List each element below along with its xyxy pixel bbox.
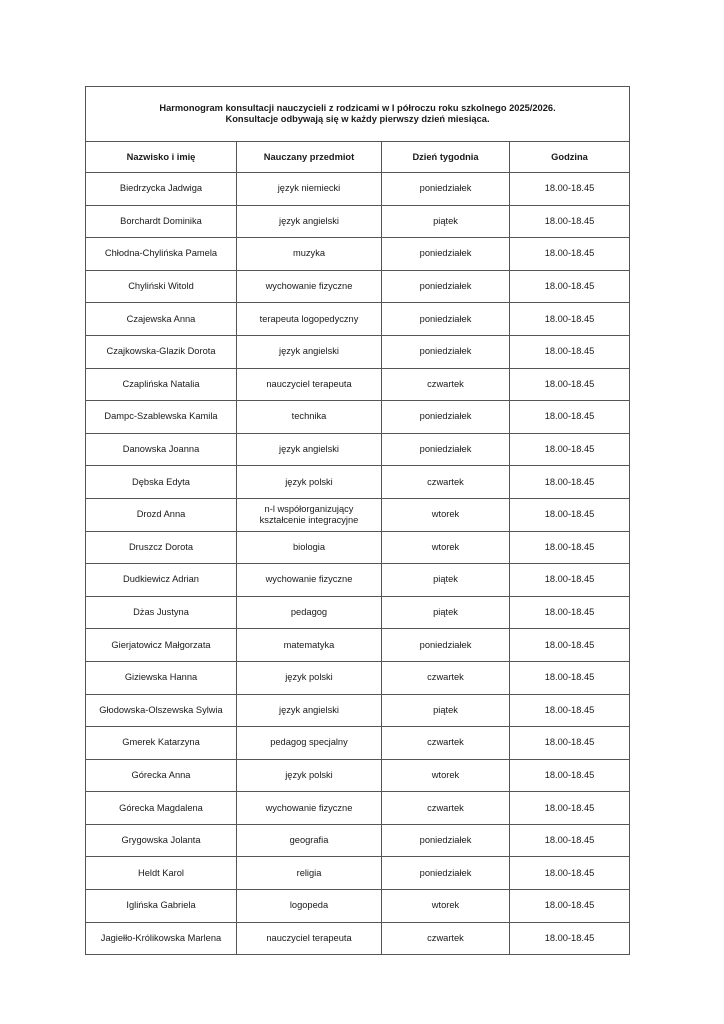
cell-teacher-name: Borchardt Dominika: [86, 205, 237, 238]
table-row: [86, 173, 630, 206]
cell-teacher-name: Głodowska-Olszewska Sylwia: [86, 694, 237, 727]
table-row: [86, 661, 630, 694]
cell-weekday: wtorek: [382, 890, 510, 923]
subject-line: język angielski: [279, 704, 339, 715]
cell-subject: [237, 759, 382, 792]
cell-time: 18.00-18.45: [510, 694, 630, 727]
cell-weekday: wtorek: [382, 759, 510, 792]
subject-line: język polski: [285, 672, 333, 683]
cell-weekday: poniedziałek: [382, 173, 510, 206]
cell-time: 18.00-18.45: [510, 629, 630, 662]
cell-time: 18.00-18.45: [510, 238, 630, 271]
cell-teacher-name: Dudkiewicz Adrian: [86, 564, 237, 597]
subject-line: język niemiecki: [277, 183, 341, 194]
cell-subject: [237, 531, 382, 564]
column-header-day: Dzień tygodnia: [382, 142, 510, 173]
cell-time: 18.00-18.45: [510, 498, 630, 531]
cell-time: 18.00-18.45: [510, 759, 630, 792]
cell-time: 18.00-18.45: [510, 857, 630, 890]
subject-line: logopeda: [289, 900, 329, 911]
cell-weekday: piątek: [382, 694, 510, 727]
cell-time: 18.00-18.45: [510, 661, 630, 694]
subject-line: język angielski: [279, 346, 339, 357]
cell-teacher-name: Grygowska Jolanta: [86, 824, 237, 857]
subject-line: technika: [291, 411, 327, 422]
cell-teacher-name: Iglińska Gabriela: [86, 890, 237, 923]
cell-weekday: wtorek: [382, 531, 510, 564]
subject-line: język angielski: [279, 444, 339, 455]
cell-time: 18.00-18.45: [510, 368, 630, 401]
table-row: [86, 433, 630, 466]
subject-line: matematyka: [283, 639, 335, 650]
cell-teacher-name: Dębska Edyta: [86, 466, 237, 499]
column-header-subject: Nauczany przedmiot: [237, 142, 382, 173]
subject-line: wychowanie fizyczne: [265, 281, 353, 292]
cell-weekday: czwartek: [382, 466, 510, 499]
cell-subject: [237, 173, 382, 206]
cell-weekday: piątek: [382, 564, 510, 597]
cell-time: 18.00-18.45: [510, 433, 630, 466]
subject-line: kształcenie integracyjne: [259, 514, 359, 525]
subject-line: religia: [296, 867, 322, 878]
cell-subject: [237, 857, 382, 890]
cell-weekday: poniedziałek: [382, 857, 510, 890]
cell-subject: [237, 205, 382, 238]
cell-subject: [237, 824, 382, 857]
subject-line: nauczyciel terapeuta: [266, 378, 352, 389]
cell-weekday: czwartek: [382, 922, 510, 955]
table-row: [86, 466, 630, 499]
table-body: [86, 173, 630, 955]
table-row: [86, 890, 630, 923]
table-row: [86, 857, 630, 890]
cell-weekday: poniedziałek: [382, 238, 510, 271]
table-row: [86, 335, 630, 368]
cell-teacher-name: Druszcz Dorota: [86, 531, 237, 564]
cell-time: 18.00-18.45: [510, 564, 630, 597]
cell-teacher-name: Gierjatowicz Małgorzata: [86, 629, 237, 662]
cell-weekday: piątek: [382, 596, 510, 629]
cell-weekday: czwartek: [382, 661, 510, 694]
subject-line: muzyka: [292, 248, 326, 259]
cell-teacher-name: Dżas Justyna: [86, 596, 237, 629]
cell-teacher-name: Czaplińska Natalia: [86, 368, 237, 401]
subject-line: język polski: [285, 476, 333, 487]
subject-line: język polski: [285, 769, 333, 780]
cell-teacher-name: Górecka Anna: [86, 759, 237, 792]
table-row: [86, 205, 630, 238]
cell-subject: [237, 661, 382, 694]
cell-subject: [237, 335, 382, 368]
document-title: [86, 87, 630, 142]
cell-teacher-name: Czajkowska-Glazik Dorota: [86, 335, 237, 368]
cell-weekday: czwartek: [382, 727, 510, 760]
cell-teacher-name: Danowska Joanna: [86, 433, 237, 466]
cell-weekday: poniedziałek: [382, 433, 510, 466]
cell-teacher-name: Chyliński Witold: [86, 270, 237, 303]
cell-time: 18.00-18.45: [510, 303, 630, 336]
table-row: [86, 792, 630, 825]
cell-teacher-name: Biedrzycka Jadwiga: [86, 173, 237, 206]
cell-teacher-name: Górecka Magdalena: [86, 792, 237, 825]
subject-line: pedagog specjalny: [270, 737, 348, 748]
subject-line: wychowanie fizyczne: [265, 574, 353, 585]
table-row: [86, 629, 630, 662]
table-row: [86, 270, 630, 303]
table-row: [86, 531, 630, 564]
cell-time: 18.00-18.45: [510, 335, 630, 368]
cell-weekday: poniedziałek: [382, 303, 510, 336]
cell-weekday: poniedziałek: [382, 629, 510, 662]
cell-teacher-name: Jagiełło-Królikowska Marlena: [86, 922, 237, 955]
cell-time: 18.00-18.45: [510, 922, 630, 955]
cell-teacher-name: Giziewska Hanna: [86, 661, 237, 694]
cell-weekday: czwartek: [382, 792, 510, 825]
subject-line: nauczyciel terapeuta: [266, 932, 352, 943]
cell-time: 18.00-18.45: [510, 890, 630, 923]
cell-weekday: poniedziałek: [382, 335, 510, 368]
table-row: [86, 727, 630, 760]
subject-line: biologia: [292, 541, 326, 552]
cell-time: 18.00-18.45: [510, 596, 630, 629]
cell-weekday: czwartek: [382, 368, 510, 401]
cell-weekday: poniedziałek: [382, 824, 510, 857]
cell-time: 18.00-18.45: [510, 205, 630, 238]
cell-subject: [237, 792, 382, 825]
cell-time: 18.00-18.45: [510, 401, 630, 434]
cell-subject: [237, 368, 382, 401]
document-page: [85, 86, 629, 955]
subject-line: n-l współorganizujący: [264, 503, 354, 514]
subject-line: pedagog: [290, 607, 328, 618]
cell-subject: [237, 498, 382, 531]
table-row: [86, 401, 630, 434]
cell-time: 18.00-18.45: [510, 531, 630, 564]
cell-teacher-name: Chłodna-Chylińska Pamela: [86, 238, 237, 271]
cell-subject: [237, 890, 382, 923]
table-row: [86, 596, 630, 629]
cell-time: 18.00-18.45: [510, 792, 630, 825]
cell-subject: [237, 466, 382, 499]
column-header-name: Nazwisko i imię: [86, 142, 237, 173]
cell-teacher-name: Heldt Karol: [86, 857, 237, 890]
column-header-row: [86, 142, 630, 173]
consultation-schedule-table: [85, 86, 630, 955]
cell-time: 18.00-18.45: [510, 824, 630, 857]
cell-weekday: poniedziałek: [382, 270, 510, 303]
cell-time: 18.00-18.45: [510, 727, 630, 760]
title-line-1: Harmonogram konsultacji nauczycieli z rodzicami w I półroczu roku szkolnego 2025/2026.: [159, 103, 556, 113]
subject-line: wychowanie fizyczne: [265, 802, 353, 813]
table-row: [86, 759, 630, 792]
title-row: [86, 87, 630, 142]
table-row: [86, 922, 630, 955]
cell-weekday: piątek: [382, 205, 510, 238]
cell-subject: [237, 727, 382, 760]
cell-teacher-name: Dampc-Szablewska Kamila: [86, 401, 237, 434]
cell-time: 18.00-18.45: [510, 270, 630, 303]
subject-line: geografia: [289, 835, 329, 846]
cell-time: 18.00-18.45: [510, 173, 630, 206]
cell-subject: [237, 694, 382, 727]
cell-weekday: wtorek: [382, 498, 510, 531]
table-row: [86, 238, 630, 271]
cell-subject: [237, 629, 382, 662]
cell-teacher-name: Gmerek Katarzyna: [86, 727, 237, 760]
subject-line: język angielski: [279, 215, 339, 226]
subject-line: terapeuta logopedyczny: [259, 313, 359, 324]
cell-subject: [237, 238, 382, 271]
cell-subject: [237, 596, 382, 629]
cell-subject: [237, 564, 382, 597]
cell-subject: [237, 922, 382, 955]
table-row: [86, 694, 630, 727]
table-row: [86, 498, 630, 531]
table-row: [86, 564, 630, 597]
cell-subject: [237, 433, 382, 466]
cell-weekday: poniedziałek: [382, 401, 510, 434]
column-header-time: Godzina: [510, 142, 630, 173]
table-row: [86, 303, 630, 336]
cell-subject: [237, 303, 382, 336]
cell-subject: [237, 270, 382, 303]
table-row: [86, 824, 630, 857]
cell-teacher-name: Drozd Anna: [86, 498, 237, 531]
table-row: [86, 368, 630, 401]
cell-teacher-name: Czajewska Anna: [86, 303, 237, 336]
cell-time: 18.00-18.45: [510, 466, 630, 499]
title-line-2: Konsultacje odbywają się w każdy pierwszy dzień miesiąca.: [225, 114, 490, 124]
cell-subject: [237, 401, 382, 434]
